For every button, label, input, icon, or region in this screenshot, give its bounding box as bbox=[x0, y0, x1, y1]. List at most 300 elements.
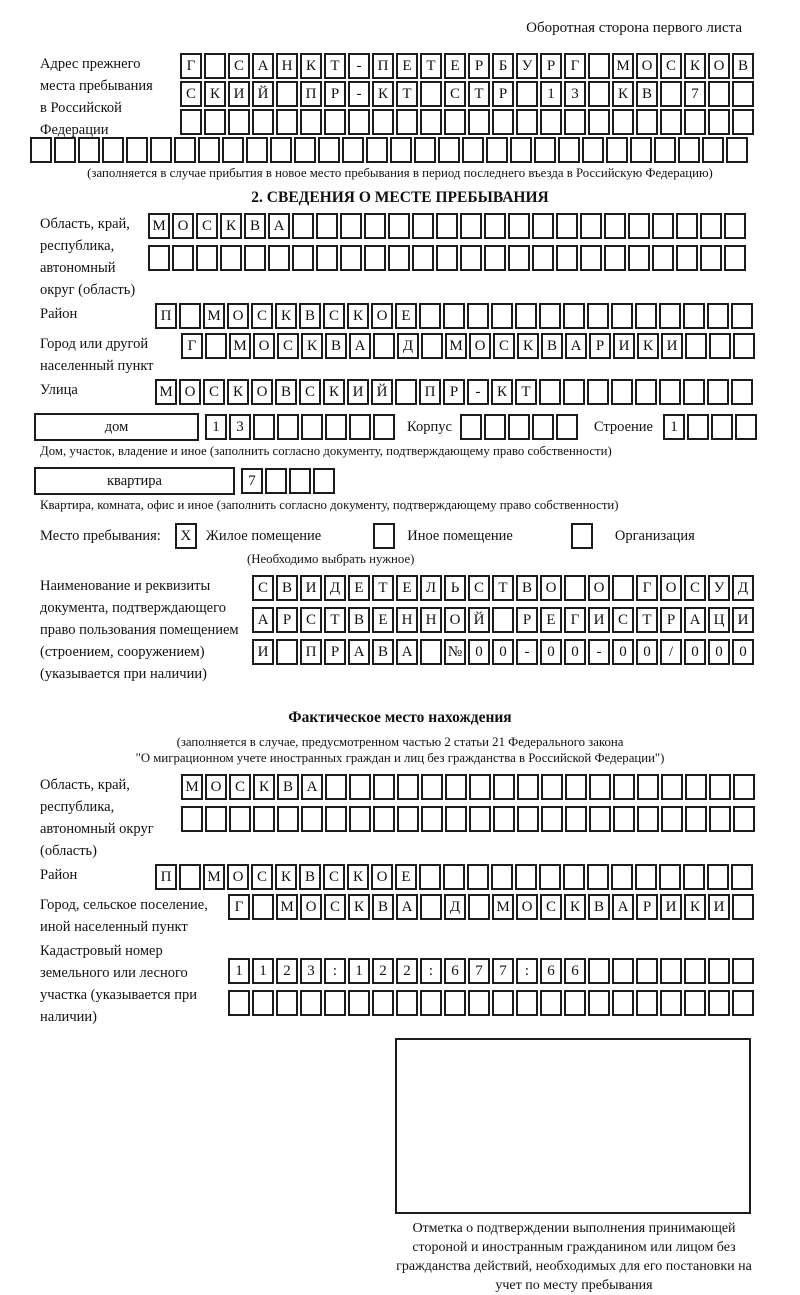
char-cell[interactable]: 6 bbox=[444, 958, 466, 984]
char-cell[interactable]: М bbox=[148, 213, 170, 239]
char-cell[interactable]: С bbox=[251, 864, 273, 890]
char-cell[interactable]: Д bbox=[397, 333, 419, 359]
char-cell[interactable] bbox=[265, 468, 287, 494]
char-cell[interactable] bbox=[468, 990, 490, 1016]
char-cell[interactable] bbox=[611, 864, 633, 890]
char-cell[interactable]: 0 bbox=[708, 639, 730, 665]
char-cell[interactable] bbox=[683, 864, 705, 890]
char-cell[interactable]: Р bbox=[443, 379, 465, 405]
char-cell[interactable] bbox=[637, 774, 659, 800]
char-cell[interactable] bbox=[733, 806, 755, 832]
char-cell[interactable]: Р bbox=[492, 81, 514, 107]
char-cell[interactable] bbox=[652, 213, 674, 239]
char-cell[interactable] bbox=[277, 806, 299, 832]
char-cell[interactable]: Ь bbox=[444, 575, 466, 601]
char-cell[interactable]: Г bbox=[564, 53, 586, 79]
char-cell[interactable] bbox=[611, 379, 633, 405]
char-cell[interactable]: В bbox=[276, 575, 298, 601]
char-cell[interactable] bbox=[589, 806, 611, 832]
char-cell[interactable] bbox=[373, 774, 395, 800]
char-cell[interactable] bbox=[724, 213, 746, 239]
char-cell[interactable] bbox=[420, 990, 442, 1016]
char-cell[interactable] bbox=[684, 990, 706, 1016]
char-cell[interactable]: И bbox=[228, 81, 250, 107]
char-cell[interactable] bbox=[659, 379, 681, 405]
char-cell[interactable] bbox=[204, 109, 226, 135]
char-cell[interactable]: А bbox=[252, 607, 274, 633]
char-cell[interactable] bbox=[685, 333, 707, 359]
char-cell[interactable] bbox=[556, 213, 578, 239]
char-cell[interactable]: 7 bbox=[684, 81, 706, 107]
char-cell[interactable] bbox=[628, 213, 650, 239]
char-cell[interactable] bbox=[372, 109, 394, 135]
char-cell[interactable] bbox=[660, 81, 682, 107]
char-cell[interactable] bbox=[348, 990, 370, 1016]
char-cell[interactable] bbox=[556, 245, 578, 271]
char-cell[interactable] bbox=[228, 990, 250, 1016]
char-cell[interactable] bbox=[684, 109, 706, 135]
char-cell[interactable] bbox=[635, 864, 657, 890]
char-cell[interactable] bbox=[660, 958, 682, 984]
char-cell[interactable]: К bbox=[220, 213, 242, 239]
char-cell[interactable]: Р bbox=[324, 81, 346, 107]
char-cell[interactable]: О bbox=[516, 894, 538, 920]
char-cell[interactable] bbox=[196, 245, 218, 271]
char-cell[interactable] bbox=[708, 109, 730, 135]
char-cell[interactable] bbox=[253, 806, 275, 832]
char-cell[interactable]: 0 bbox=[468, 639, 490, 665]
char-cell[interactable] bbox=[180, 109, 202, 135]
char-cell[interactable]: К bbox=[517, 333, 539, 359]
char-cell[interactable] bbox=[301, 414, 323, 440]
char-cell[interactable] bbox=[587, 303, 609, 329]
char-cell[interactable] bbox=[181, 806, 203, 832]
char-cell[interactable] bbox=[438, 137, 460, 163]
char-cell[interactable]: В bbox=[372, 639, 394, 665]
char-cell[interactable] bbox=[588, 109, 610, 135]
char-cell[interactable]: 1 bbox=[348, 958, 370, 984]
char-cell[interactable]: О bbox=[660, 575, 682, 601]
char-cell[interactable]: С bbox=[444, 81, 466, 107]
char-cell[interactable] bbox=[412, 245, 434, 271]
char-cell[interactable] bbox=[252, 990, 274, 1016]
char-cell[interactable]: С bbox=[323, 303, 345, 329]
char-cell[interactable] bbox=[444, 990, 466, 1016]
char-cell[interactable] bbox=[661, 774, 683, 800]
char-cell[interactable] bbox=[493, 806, 515, 832]
char-cell[interactable] bbox=[630, 137, 652, 163]
char-cell[interactable] bbox=[685, 774, 707, 800]
char-cell[interactable] bbox=[732, 894, 754, 920]
char-cell[interactable] bbox=[676, 213, 698, 239]
char-cell[interactable] bbox=[414, 137, 436, 163]
char-cell[interactable] bbox=[445, 774, 467, 800]
char-cell[interactable] bbox=[325, 806, 347, 832]
char-cell[interactable] bbox=[732, 990, 754, 1016]
char-cell[interactable] bbox=[612, 575, 634, 601]
char-cell[interactable] bbox=[174, 137, 196, 163]
char-cell[interactable] bbox=[419, 864, 441, 890]
char-cell[interactable] bbox=[412, 213, 434, 239]
char-cell[interactable]: П bbox=[300, 81, 322, 107]
char-cell[interactable] bbox=[301, 806, 323, 832]
char-cell[interactable] bbox=[436, 213, 458, 239]
char-cell[interactable]: Й bbox=[252, 81, 274, 107]
char-cell[interactable]: Т bbox=[636, 607, 658, 633]
char-cell[interactable]: С bbox=[277, 333, 299, 359]
char-cell[interactable] bbox=[724, 245, 746, 271]
char-cell[interactable]: 0 bbox=[612, 639, 634, 665]
char-cell[interactable] bbox=[606, 137, 628, 163]
char-cell[interactable]: 3 bbox=[300, 958, 322, 984]
char-cell[interactable]: О bbox=[227, 864, 249, 890]
char-cell[interactable]: К bbox=[491, 379, 513, 405]
char-cell[interactable] bbox=[484, 414, 506, 440]
char-cell[interactable] bbox=[364, 213, 386, 239]
char-cell[interactable] bbox=[661, 806, 683, 832]
char-cell[interactable] bbox=[492, 109, 514, 135]
char-cell[interactable] bbox=[469, 774, 491, 800]
char-cell[interactable] bbox=[396, 109, 418, 135]
char-cell[interactable] bbox=[246, 137, 268, 163]
char-cell[interactable]: П bbox=[372, 53, 394, 79]
char-cell[interactable] bbox=[313, 468, 335, 494]
char-cell[interactable]: А bbox=[348, 639, 370, 665]
char-cell[interactable] bbox=[366, 137, 388, 163]
char-cell[interactable]: Т bbox=[492, 575, 514, 601]
char-cell[interactable] bbox=[420, 894, 442, 920]
char-cell[interactable] bbox=[340, 245, 362, 271]
char-cell[interactable]: В bbox=[516, 575, 538, 601]
char-cell[interactable]: И bbox=[660, 894, 682, 920]
char-cell[interactable]: К bbox=[300, 53, 322, 79]
char-cell[interactable] bbox=[300, 109, 322, 135]
char-cell[interactable]: А bbox=[252, 53, 274, 79]
char-cell[interactable]: М bbox=[276, 894, 298, 920]
stay-type-checkbox-organization[interactable] bbox=[571, 523, 593, 549]
char-cell[interactable]: Г bbox=[564, 607, 586, 633]
char-cell[interactable]: С bbox=[228, 53, 250, 79]
char-cell[interactable] bbox=[539, 303, 561, 329]
char-cell[interactable]: - bbox=[348, 53, 370, 79]
char-cell[interactable]: - bbox=[348, 81, 370, 107]
char-cell[interactable] bbox=[493, 774, 515, 800]
char-cell[interactable]: А bbox=[268, 213, 290, 239]
char-cell[interactable]: И bbox=[300, 575, 322, 601]
char-cell[interactable] bbox=[652, 245, 674, 271]
char-cell[interactable] bbox=[373, 333, 395, 359]
char-cell[interactable]: О bbox=[179, 379, 201, 405]
char-cell[interactable] bbox=[659, 864, 681, 890]
char-cell[interactable] bbox=[222, 137, 244, 163]
char-cell[interactable] bbox=[397, 774, 419, 800]
char-cell[interactable] bbox=[252, 109, 274, 135]
char-cell[interactable] bbox=[420, 81, 442, 107]
char-cell[interactable] bbox=[372, 990, 394, 1016]
char-cell[interactable]: 0 bbox=[492, 639, 514, 665]
char-cell[interactable]: О bbox=[708, 53, 730, 79]
char-cell[interactable] bbox=[678, 137, 700, 163]
char-cell[interactable]: В bbox=[372, 894, 394, 920]
char-cell[interactable]: О bbox=[227, 303, 249, 329]
char-cell[interactable]: В bbox=[277, 774, 299, 800]
char-cell[interactable]: 7 bbox=[241, 468, 263, 494]
char-cell[interactable] bbox=[612, 109, 634, 135]
char-cell[interactable] bbox=[270, 137, 292, 163]
char-cell[interactable]: М bbox=[229, 333, 251, 359]
char-cell[interactable] bbox=[289, 468, 311, 494]
char-cell[interactable]: 2 bbox=[372, 958, 394, 984]
char-cell[interactable] bbox=[564, 575, 586, 601]
char-cell[interactable] bbox=[172, 245, 194, 271]
char-cell[interactable] bbox=[635, 303, 657, 329]
char-cell[interactable]: К bbox=[564, 894, 586, 920]
char-cell[interactable] bbox=[588, 53, 610, 79]
char-cell[interactable] bbox=[468, 894, 490, 920]
char-cell[interactable] bbox=[637, 806, 659, 832]
char-cell[interactable]: Й bbox=[468, 607, 490, 633]
char-cell[interactable]: О bbox=[588, 575, 610, 601]
char-cell[interactable]: К bbox=[253, 774, 275, 800]
char-cell[interactable] bbox=[467, 864, 489, 890]
char-cell[interactable] bbox=[587, 379, 609, 405]
char-cell[interactable]: С bbox=[324, 894, 346, 920]
char-cell[interactable] bbox=[702, 137, 724, 163]
char-cell[interactable] bbox=[373, 414, 395, 440]
char-cell[interactable] bbox=[532, 245, 554, 271]
char-cell[interactable]: М bbox=[181, 774, 203, 800]
char-cell[interactable] bbox=[276, 81, 298, 107]
char-cell[interactable] bbox=[484, 245, 506, 271]
char-cell[interactable]: В bbox=[732, 53, 754, 79]
char-cell[interactable] bbox=[582, 137, 604, 163]
char-cell[interactable] bbox=[613, 774, 635, 800]
char-cell[interactable]: У bbox=[516, 53, 538, 79]
char-cell[interactable] bbox=[540, 990, 562, 1016]
char-cell[interactable]: Р bbox=[589, 333, 611, 359]
char-cell[interactable] bbox=[700, 245, 722, 271]
char-cell[interactable]: О bbox=[636, 53, 658, 79]
char-cell[interactable]: А bbox=[396, 894, 418, 920]
char-cell[interactable]: Т bbox=[396, 81, 418, 107]
char-cell[interactable]: - bbox=[467, 379, 489, 405]
char-cell[interactable]: : bbox=[516, 958, 538, 984]
char-cell[interactable]: Р bbox=[276, 607, 298, 633]
char-cell[interactable] bbox=[515, 864, 537, 890]
char-cell[interactable] bbox=[708, 958, 730, 984]
char-cell[interactable] bbox=[635, 379, 657, 405]
char-cell[interactable] bbox=[660, 109, 682, 135]
char-cell[interactable] bbox=[654, 137, 676, 163]
char-cell[interactable]: В bbox=[275, 379, 297, 405]
char-cell[interactable] bbox=[604, 245, 626, 271]
char-cell[interactable]: Р bbox=[660, 607, 682, 633]
char-cell[interactable]: И bbox=[661, 333, 683, 359]
char-cell[interactable]: Г bbox=[228, 894, 250, 920]
char-cell[interactable]: П bbox=[155, 864, 177, 890]
char-cell[interactable] bbox=[541, 774, 563, 800]
char-cell[interactable]: С bbox=[252, 575, 274, 601]
char-cell[interactable] bbox=[373, 806, 395, 832]
char-cell[interactable]: Т bbox=[372, 575, 394, 601]
char-cell[interactable] bbox=[349, 774, 371, 800]
char-cell[interactable]: О bbox=[251, 379, 273, 405]
char-cell[interactable] bbox=[636, 990, 658, 1016]
char-cell[interactable] bbox=[340, 213, 362, 239]
char-cell[interactable] bbox=[735, 414, 757, 440]
char-cell[interactable]: С bbox=[251, 303, 273, 329]
char-cell[interactable] bbox=[294, 137, 316, 163]
char-cell[interactable] bbox=[726, 137, 748, 163]
char-cell[interactable]: Р bbox=[636, 894, 658, 920]
char-cell[interactable]: Н bbox=[276, 53, 298, 79]
char-cell[interactable]: 7 bbox=[468, 958, 490, 984]
char-cell[interactable] bbox=[732, 958, 754, 984]
char-cell[interactable] bbox=[700, 213, 722, 239]
char-cell[interactable] bbox=[515, 303, 537, 329]
char-cell[interactable]: М bbox=[155, 379, 177, 405]
char-cell[interactable] bbox=[612, 990, 634, 1016]
char-cell[interactable] bbox=[205, 333, 227, 359]
char-cell[interactable]: Е bbox=[372, 607, 394, 633]
char-cell[interactable] bbox=[636, 958, 658, 984]
char-cell[interactable] bbox=[244, 245, 266, 271]
char-cell[interactable]: 0 bbox=[684, 639, 706, 665]
char-cell[interactable] bbox=[508, 245, 530, 271]
char-cell[interactable]: К bbox=[684, 53, 706, 79]
char-cell[interactable]: П bbox=[419, 379, 441, 405]
char-cell[interactable] bbox=[564, 109, 586, 135]
char-cell[interactable] bbox=[517, 774, 539, 800]
char-cell[interactable]: 3 bbox=[229, 414, 251, 440]
char-cell[interactable] bbox=[733, 333, 755, 359]
char-cell[interactable]: С bbox=[684, 575, 706, 601]
char-cell[interactable]: Е bbox=[395, 864, 417, 890]
char-cell[interactable]: Т bbox=[468, 81, 490, 107]
char-cell[interactable] bbox=[421, 806, 443, 832]
char-cell[interactable]: Д bbox=[732, 575, 754, 601]
char-cell[interactable] bbox=[205, 806, 227, 832]
char-cell[interactable]: О bbox=[371, 864, 393, 890]
char-cell[interactable] bbox=[268, 245, 290, 271]
char-cell[interactable] bbox=[179, 864, 201, 890]
char-cell[interactable] bbox=[325, 414, 347, 440]
char-cell[interactable] bbox=[325, 774, 347, 800]
char-cell[interactable] bbox=[468, 109, 490, 135]
char-cell[interactable] bbox=[462, 137, 484, 163]
char-cell[interactable] bbox=[636, 109, 658, 135]
char-cell[interactable]: И bbox=[252, 639, 274, 665]
char-cell[interactable] bbox=[709, 333, 731, 359]
char-cell[interactable] bbox=[420, 109, 442, 135]
char-cell[interactable] bbox=[276, 990, 298, 1016]
char-cell[interactable] bbox=[486, 137, 508, 163]
char-cell[interactable] bbox=[460, 213, 482, 239]
char-cell[interactable] bbox=[316, 213, 338, 239]
char-cell[interactable] bbox=[687, 414, 709, 440]
char-cell[interactable] bbox=[732, 81, 754, 107]
char-cell[interactable] bbox=[580, 213, 602, 239]
char-cell[interactable]: Т bbox=[420, 53, 442, 79]
char-cell[interactable] bbox=[395, 379, 417, 405]
char-cell[interactable]: 0 bbox=[564, 639, 586, 665]
char-cell[interactable] bbox=[707, 864, 729, 890]
char-cell[interactable]: - bbox=[588, 639, 610, 665]
char-cell[interactable] bbox=[443, 864, 465, 890]
char-cell[interactable]: В bbox=[325, 333, 347, 359]
char-cell[interactable] bbox=[539, 379, 561, 405]
char-cell[interactable]: С bbox=[612, 607, 634, 633]
char-cell[interactable] bbox=[731, 864, 753, 890]
char-cell[interactable]: С bbox=[540, 894, 562, 920]
char-cell[interactable] bbox=[510, 137, 532, 163]
char-cell[interactable]: Т bbox=[515, 379, 537, 405]
char-cell[interactable] bbox=[708, 81, 730, 107]
char-cell[interactable]: К bbox=[612, 81, 634, 107]
char-cell[interactable]: С bbox=[323, 864, 345, 890]
char-cell[interactable]: Т bbox=[324, 607, 346, 633]
char-cell[interactable]: К bbox=[204, 81, 226, 107]
char-cell[interactable] bbox=[220, 245, 242, 271]
char-cell[interactable]: А bbox=[301, 774, 323, 800]
char-cell[interactable]: 6 bbox=[540, 958, 562, 984]
char-cell[interactable]: 1 bbox=[205, 414, 227, 440]
char-cell[interactable] bbox=[534, 137, 556, 163]
char-cell[interactable] bbox=[198, 137, 220, 163]
char-cell[interactable] bbox=[731, 303, 753, 329]
char-cell[interactable] bbox=[588, 990, 610, 1016]
char-cell[interactable] bbox=[708, 990, 730, 1016]
char-cell[interactable] bbox=[508, 213, 530, 239]
char-cell[interactable] bbox=[660, 990, 682, 1016]
char-cell[interactable] bbox=[733, 774, 755, 800]
char-cell[interactable]: В bbox=[299, 303, 321, 329]
char-cell[interactable]: : bbox=[420, 958, 442, 984]
char-cell[interactable] bbox=[516, 81, 538, 107]
char-cell[interactable] bbox=[397, 806, 419, 832]
char-cell[interactable]: Р bbox=[540, 53, 562, 79]
char-cell[interactable] bbox=[492, 990, 514, 1016]
char-cell[interactable]: Д bbox=[324, 575, 346, 601]
char-cell[interactable]: К bbox=[275, 864, 297, 890]
char-cell[interactable]: В bbox=[588, 894, 610, 920]
stay-type-checkbox-other-premises[interactable] bbox=[373, 523, 395, 549]
char-cell[interactable] bbox=[253, 414, 275, 440]
char-cell[interactable]: - bbox=[516, 639, 538, 665]
char-cell[interactable]: И bbox=[732, 607, 754, 633]
char-cell[interactable]: Б bbox=[492, 53, 514, 79]
char-cell[interactable] bbox=[276, 639, 298, 665]
char-cell[interactable] bbox=[390, 137, 412, 163]
char-cell[interactable]: А bbox=[396, 639, 418, 665]
char-cell[interactable]: В bbox=[541, 333, 563, 359]
char-cell[interactable] bbox=[324, 109, 346, 135]
char-cell[interactable]: : bbox=[324, 958, 346, 984]
char-cell[interactable] bbox=[292, 213, 314, 239]
char-cell[interactable] bbox=[558, 137, 580, 163]
char-cell[interactable]: О bbox=[253, 333, 275, 359]
char-cell[interactable] bbox=[491, 864, 513, 890]
char-cell[interactable]: О bbox=[444, 607, 466, 633]
char-cell[interactable] bbox=[541, 806, 563, 832]
char-cell[interactable]: А bbox=[565, 333, 587, 359]
char-cell[interactable]: Н bbox=[420, 607, 442, 633]
char-cell[interactable] bbox=[229, 806, 251, 832]
char-cell[interactable]: 0 bbox=[636, 639, 658, 665]
char-cell[interactable]: С bbox=[300, 607, 322, 633]
char-cell[interactable]: Р bbox=[468, 53, 490, 79]
char-cell[interactable]: С bbox=[299, 379, 321, 405]
